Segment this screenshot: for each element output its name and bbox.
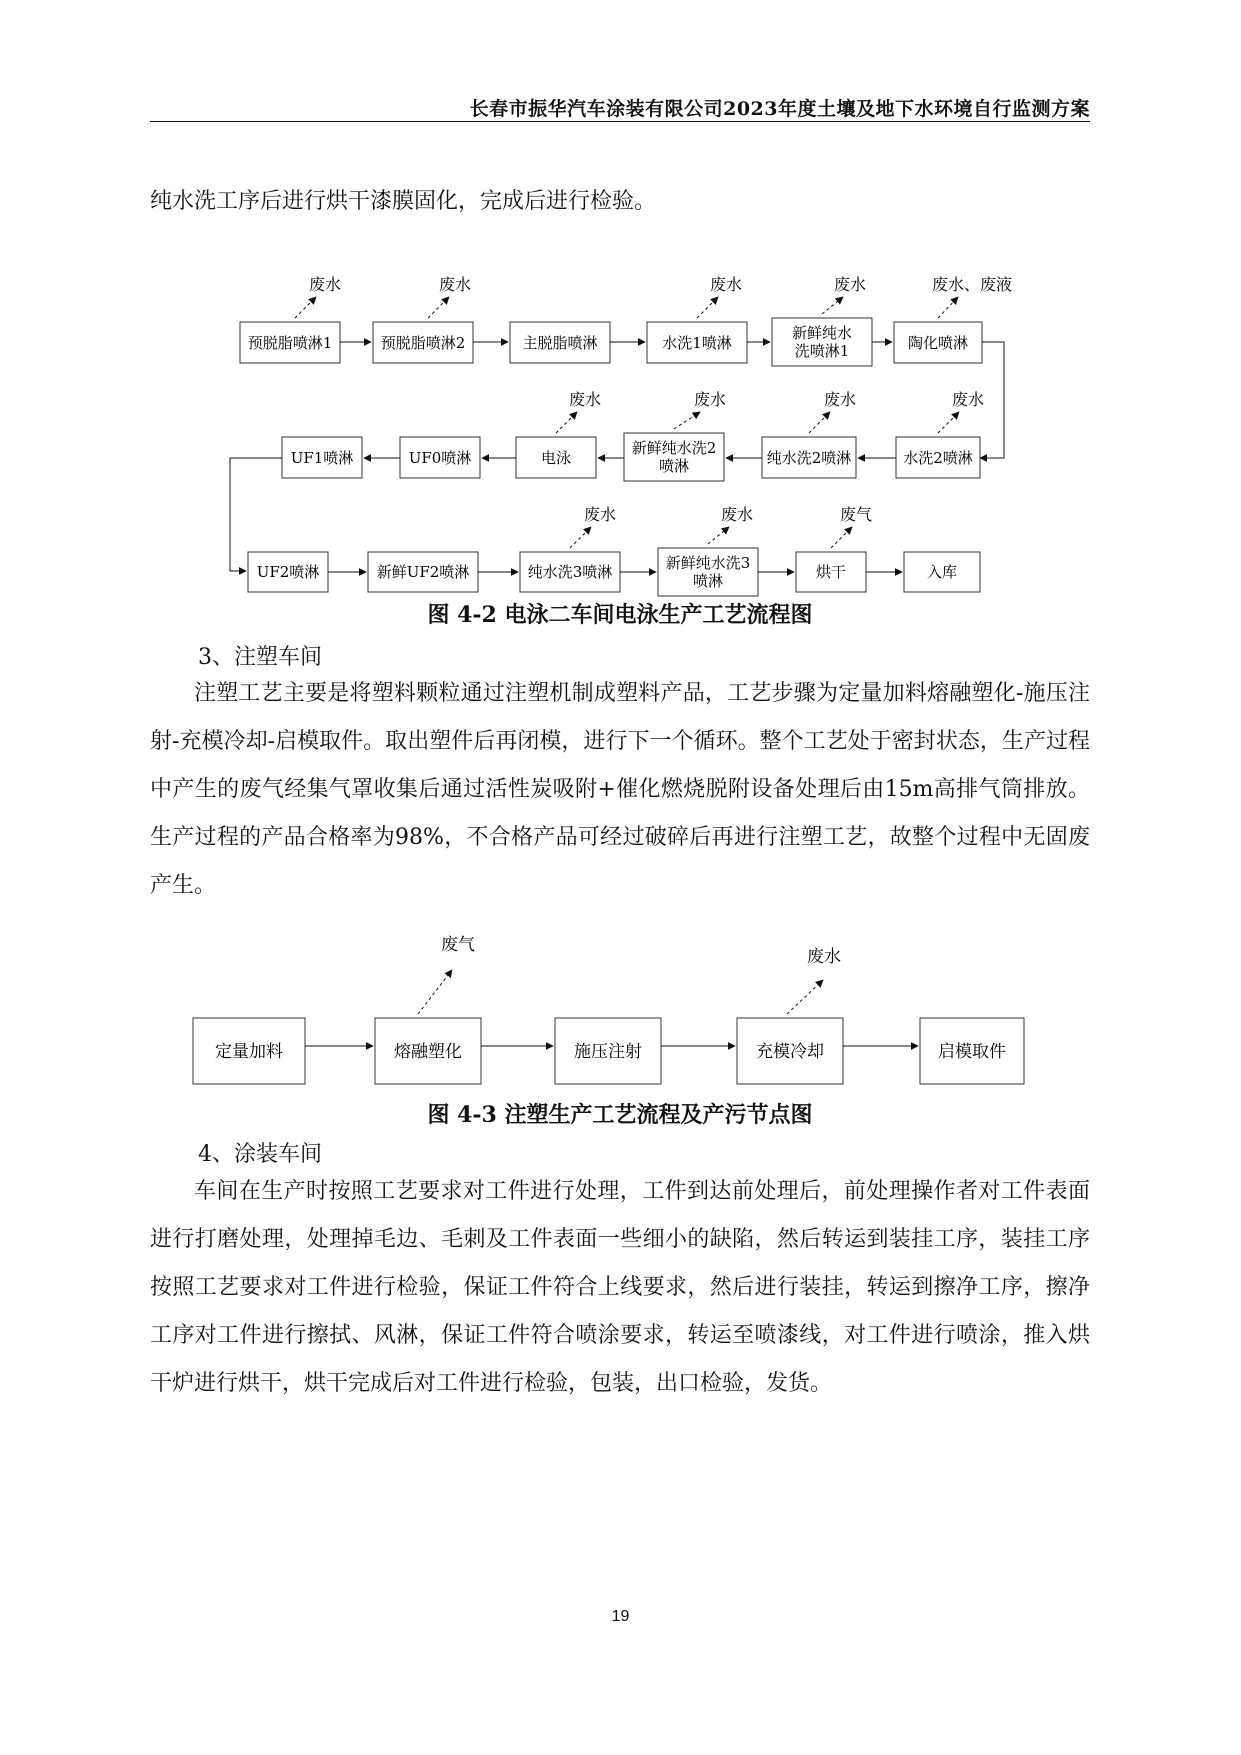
fig42-emission-6-label: 废水 (568, 390, 602, 409)
fig42-emission-5-label: 废水、废液 (931, 275, 1013, 294)
fig43-box-3-label: 施压注射 (574, 1042, 642, 1062)
fig43-box-4 (737, 1018, 843, 1084)
section-4-heading: 4、涂装车间 (198, 1142, 322, 1167)
fig43-emission-1 (418, 935, 475, 1014)
fig42-box-13-label: UF2喷淋 (256, 563, 320, 581)
fig43-box-1-label: 定量加料 (215, 1042, 283, 1062)
fig42-emission-11-label: 废水 (720, 505, 754, 524)
fig42-box-7-label: UF1喷淋 (290, 449, 354, 467)
figure-4-2-caption: 图 4-2 电泳二车间电泳生产工艺流程图 (427, 602, 813, 628)
fig43-box-2-label: 熔融塑化 (394, 1042, 462, 1062)
fig42-emission-10-label: 废水 (583, 505, 617, 524)
fig43-box-4-label: 充模冷却 (756, 1042, 824, 1062)
fig42-box-3-label: 主脱脂喷淋 (522, 334, 598, 352)
fig43-box-2 (375, 1018, 481, 1084)
fig43-box-3 (555, 1018, 661, 1084)
section-3-heading: 3、注塑车间 (198, 645, 322, 670)
fig42-box-5-line2: 洗喷淋1 (794, 342, 850, 360)
fig42-box-11-label: 纯水洗2喷淋 (766, 449, 852, 467)
fig42-box-17-label: 烘干 (815, 563, 847, 581)
intro-paragraph: 纯水洗工序后进行烘干漆膜固化，完成后进行检验。 (150, 189, 657, 214)
fig42-box-10-line1: 新鲜纯水洗2 (631, 439, 717, 457)
fig42-box-15-label: 纯水洗3喷淋 (527, 563, 613, 581)
fig42-emission-2-label: 废水 (438, 275, 472, 294)
fig43-box-5-label: 启模取件 (938, 1042, 1006, 1062)
fig42-emission-8-label: 废水 (823, 390, 857, 409)
fig43-emission-1-label: 废气 (441, 935, 475, 955)
fig42-emission-3-label: 废水 (709, 275, 743, 294)
figure-4-3-caption: 图 4-3 注塑生产工艺流程及产污节点图 (427, 1102, 813, 1128)
fig42-emission-12-label: 废气 (839, 505, 873, 524)
fig42-box-10-line2: 喷淋 (658, 457, 690, 475)
fig42-emission-7-label: 废水 (693, 390, 727, 409)
fig42-box-2-label: 预脱脂喷淋2 (380, 334, 466, 352)
fig43-emission-2 (787, 947, 841, 1014)
fig42-box-5-line1: 新鲜纯水 (791, 324, 853, 342)
fig43-box-1 (193, 1018, 305, 1084)
fig42-box-14-label: 新鲜UF2喷淋 (376, 563, 470, 581)
fig42-box-1-label: 预脱脂喷淋1 (247, 334, 333, 352)
fig42-box-12-label: 水洗2喷淋 (903, 449, 973, 467)
page-number: 19 (611, 1608, 630, 1625)
fig42-box-16-line2: 喷淋 (692, 572, 724, 590)
fig42-box-4-label: 水洗1喷淋 (662, 334, 732, 352)
fig42-box-8-label: UF0喷淋 (408, 449, 472, 467)
document-header: 长春市振华汽车涂装有限公司2023年度土壤及地下水环境自行监测方案 (469, 98, 1090, 120)
fig42-box-6-label: 陶化喷淋 (907, 334, 969, 352)
section-4-paragraph: 车间在生产时按照工艺要求对工件进行处理，工件到达前处理后，前处理操作者对工件表面进行打磨处理，处理掉毛边、毛刺及工件表面一些细小的缺陷，然后转运到装挂工序，装挂工序按照工艺要求对工件进行检验，保证工件符合上线要求，然后进行装挂，转运到擦净工序，擦净工序对工件进行擦拭、风淋，保证工件符合喷涂要求，转运至喷漆线，对工件进行喷涂，推入烘干炉进行烘干，烘干完成后对工件进行检验，包装，出口检验，发货。 (150, 1179, 1090, 1396)
fig42-box-9-label: 电泳 (540, 449, 572, 467)
fig42-emission-9-label: 废水 (951, 390, 985, 409)
fig42-box-16-line1: 新鲜纯水洗3 (665, 554, 751, 572)
fig42-emission-4-label: 废水 (833, 275, 867, 294)
fig42-emission-1-label: 废水 (308, 275, 342, 294)
section-3-paragraph: 注塑工艺主要是将塑料颗粒通过注塑机制成塑料产品，工艺步骤为定量加料熔融塑化-施压注射-充模冷却-启模取件。取出塑件后再闭模，进行下一个循环。整个工艺处于密封状态，生产过程中产生的废气经集气罩收集后通过活性炭吸附+催化燃烧脱附设备处理后由15m高排气筒排放。生产过程的产品合格率为98%，不合格产品可经过破碎后再进行注塑工艺，故整个过程中无固废产生。 (150, 681, 1090, 898)
fig43-box-5 (920, 1018, 1024, 1084)
fig42-box-18-label: 入库 (926, 563, 958, 581)
fig43-emission-2-label: 废水 (807, 947, 841, 967)
